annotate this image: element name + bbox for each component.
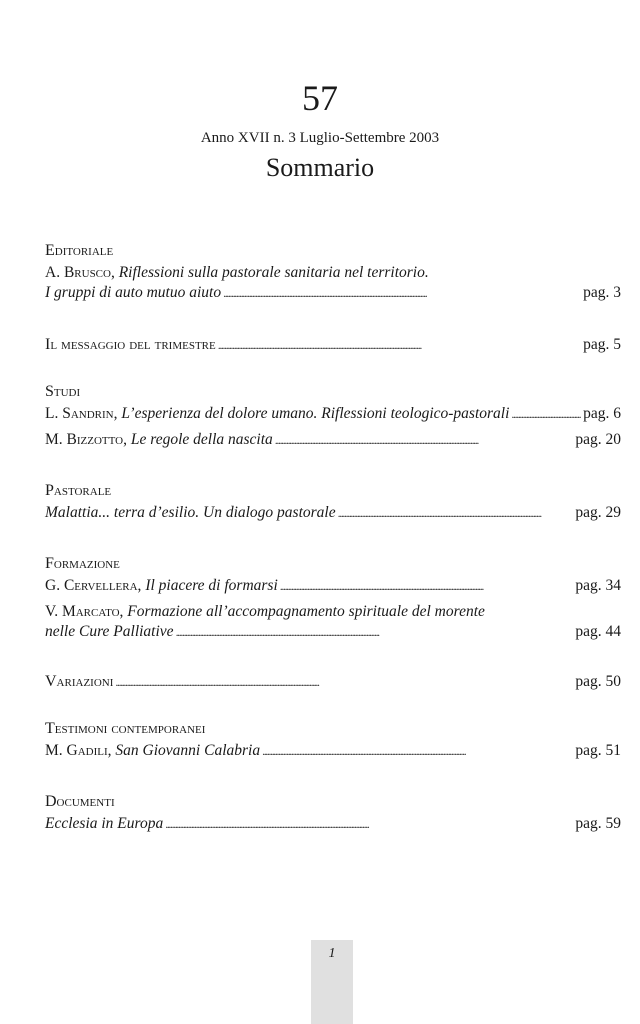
page-reference: pag. 34: [575, 577, 621, 594]
entry-author: M. Bizzotto,: [45, 431, 127, 448]
section-documenti: [45, 791, 621, 834]
page-title: Sommario: [265, 153, 375, 182]
leader-dots: [165, 814, 573, 834]
leader-dots: [223, 283, 581, 303]
entry-title: Riflessioni sulla pastorale sanitaria nel territorio.: [118, 264, 429, 281]
entry-title: Malattia... terra d’esilio. Un dialogo pastorale: [45, 504, 336, 521]
section-title: Il messaggio del trimestre: [45, 336, 216, 353]
entry-author: G. Cervellera,: [45, 577, 142, 594]
section-pastorale: [45, 480, 621, 523]
toc-entry[interactable]: [45, 263, 621, 303]
section-title: Testimoni contemporanei: [45, 720, 206, 737]
leader-dots: [176, 622, 574, 642]
entry-title: Le regole della nascita: [130, 431, 273, 448]
section-title: Variazioni: [45, 673, 114, 690]
entry-author: M. Gadili,: [45, 742, 112, 759]
leader-dots: [511, 404, 581, 424]
entry-title: Il piacere di formarsi: [145, 577, 278, 594]
toc-entry[interactable]: [45, 602, 621, 642]
leader-dots: [280, 576, 574, 596]
section-testimoni: [45, 718, 621, 761]
leader-dots: [262, 741, 573, 761]
toc-entry[interactable]: [45, 576, 621, 596]
entry-author: L. Sandrin,: [45, 405, 118, 422]
page-folio: 1: [328, 946, 336, 961]
section-title: Studi: [45, 383, 81, 400]
entry-title: Formazione all’accompagnamento spirituale del morente: [127, 603, 485, 620]
page-reference: pag. 59: [575, 815, 621, 832]
page-reference: pag. 5: [583, 336, 621, 353]
section-messaggio: [45, 335, 621, 355]
section-editoriale: [45, 240, 621, 303]
issue-number: 57: [302, 78, 338, 118]
section-title: Documenti: [45, 793, 115, 810]
entry-author: V. Marcato,: [45, 603, 124, 620]
toc-entry[interactable]: [45, 741, 621, 761]
entry-title: L’esperienza del dolore umano. Riflessioni teologico-pastorali: [121, 405, 510, 422]
leader-dots: [275, 430, 574, 450]
page-reference: pag. 29: [575, 504, 621, 521]
page-reference: pag. 51: [575, 742, 621, 759]
section-variazioni: [45, 672, 621, 692]
entry-title-continued: I gruppi di auto mutuo aiuto: [45, 284, 222, 301]
leader-dots: [115, 672, 573, 692]
entry-title-continued: nelle Cure Palliative: [45, 623, 174, 640]
toc-entry[interactable]: [45, 335, 621, 355]
page-reference: pag. 20: [575, 431, 621, 448]
toc-entry[interactable]: [45, 814, 621, 834]
toc-entry[interactable]: [45, 430, 621, 450]
section-title: Editoriale: [45, 242, 114, 259]
section-studi: [45, 381, 621, 450]
entry-author: A. Brusco,: [45, 264, 115, 281]
section-title: Formazione: [45, 555, 120, 572]
leader-dots: [218, 335, 581, 355]
table-of-contents: [45, 240, 621, 840]
toc-entry[interactable]: [45, 503, 621, 523]
toc-entry[interactable]: [45, 672, 621, 692]
page-reference: pag. 6: [583, 405, 621, 422]
section-title: Pastorale: [45, 482, 112, 499]
page-reference: pag. 50: [575, 673, 621, 690]
page-reference: pag. 44: [575, 623, 621, 640]
entry-title: San Giovanni Calabria: [115, 742, 261, 759]
leader-dots: [338, 503, 574, 523]
toc-entry[interactable]: [45, 404, 621, 424]
issue-info: Anno XVII n. 3 Luglio-Settembre 2003: [200, 130, 440, 146]
page-reference: pag. 3: [583, 284, 621, 301]
entry-title: Ecclesia in Europa: [45, 815, 164, 832]
section-formazione: [45, 553, 621, 642]
